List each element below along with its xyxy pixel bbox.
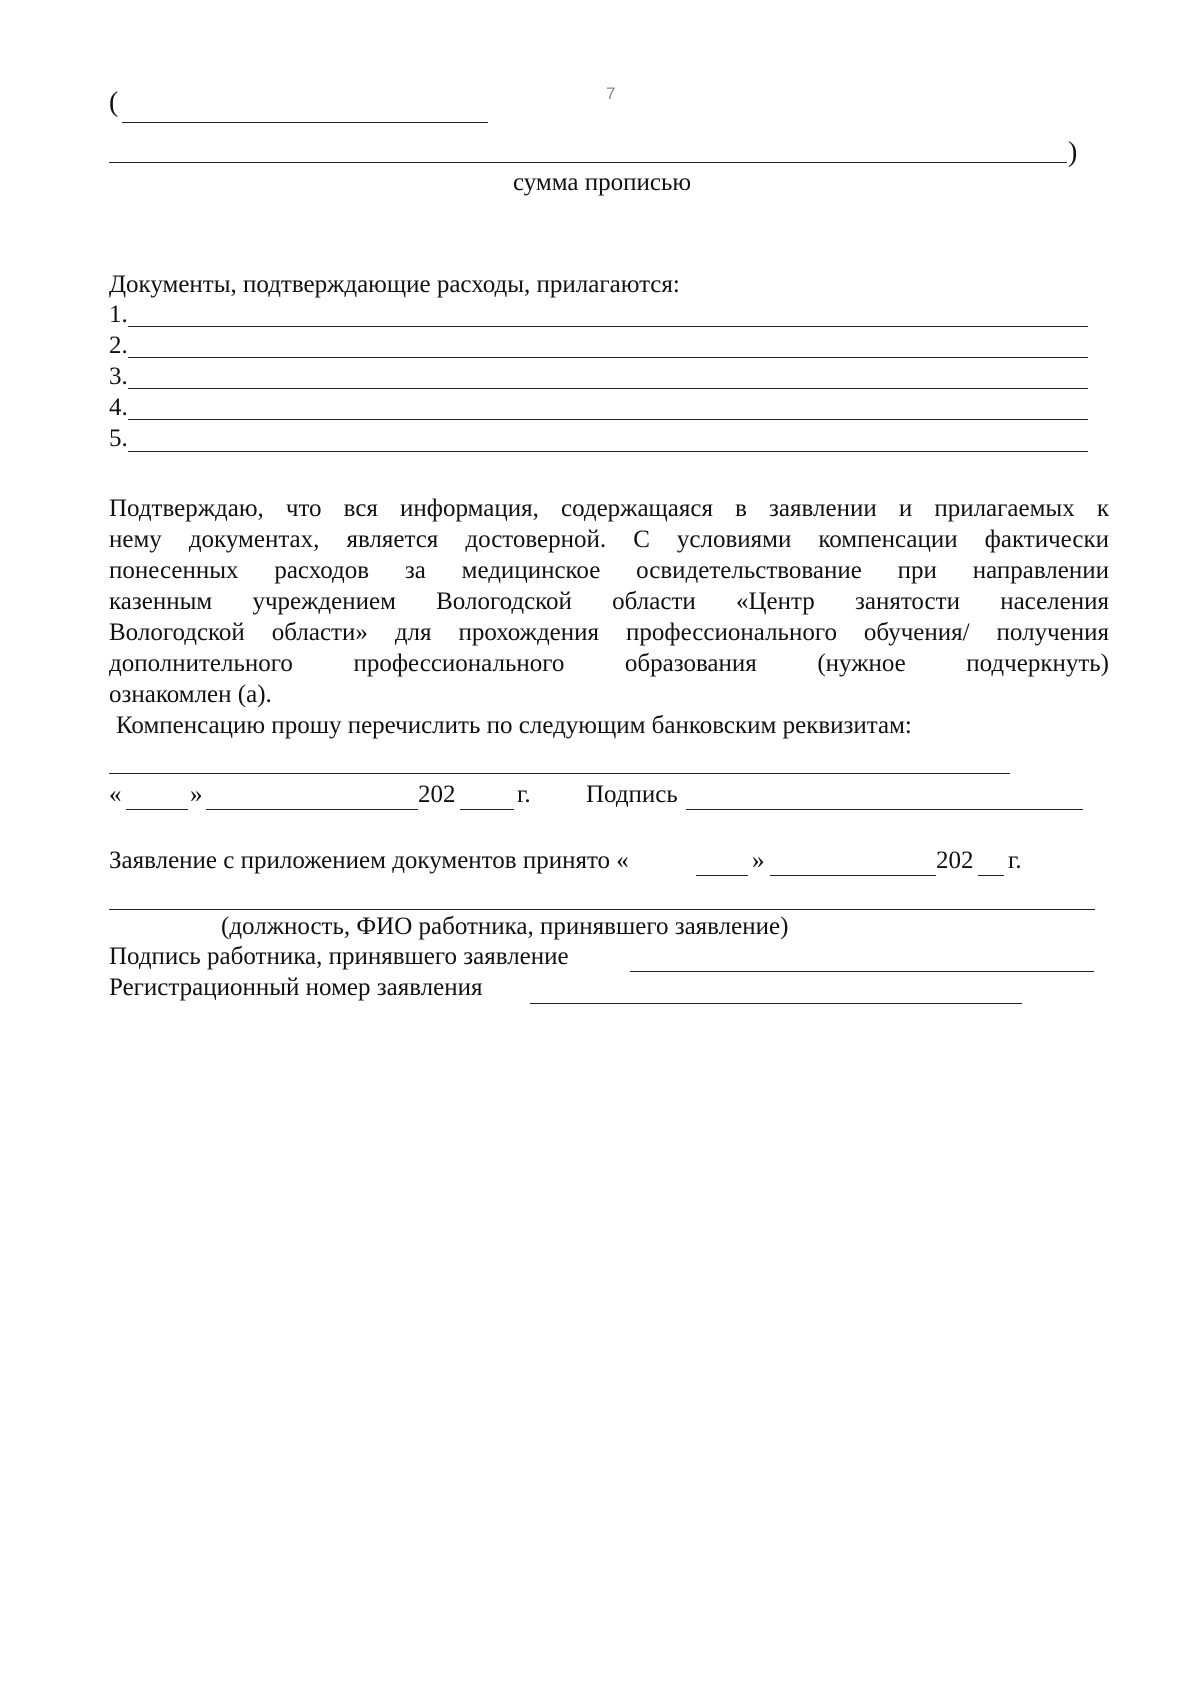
date-quote-close: » <box>190 781 203 808</box>
acceptance-quote-close: » <box>752 847 765 874</box>
bank-details-line <box>109 773 1010 774</box>
sum-line-2 <box>109 162 1067 163</box>
date-year: 202 <box>418 781 456 808</box>
acceptance-text: Заявление с приложением документов принято « <box>109 847 629 874</box>
document-item-line <box>128 388 1088 389</box>
employee-signature-line <box>630 971 1094 972</box>
acceptance-employee-line <box>109 909 1095 910</box>
date-day-line <box>126 809 188 810</box>
document-item-line <box>128 326 1088 327</box>
bank-details-request: Компенсацию прошу перечислить по следующим банковским реквизитам: <box>116 712 912 739</box>
sum-close-paren: ) <box>1068 137 1078 168</box>
acceptance-day-line <box>696 875 748 876</box>
employee-signature-label: Подпись работника, принявшего заявление <box>109 943 569 970</box>
date-year-suffix: г. <box>517 781 531 808</box>
confirmation-line: понесенных расходов за медицинское освидетельствование при направлении <box>109 557 1109 584</box>
signature-line <box>686 809 1083 810</box>
acceptance-month-line <box>770 875 936 876</box>
sum-caption: сумма прописью <box>513 169 692 196</box>
confirmation-line: казенным учреждением Вологодской области «Центр занятости населения <box>109 588 1109 615</box>
signature-label: Подпись <box>586 781 678 808</box>
document-item-number: 3. <box>109 363 128 390</box>
date-quote-open: « <box>109 781 122 808</box>
sum-open-paren: ( <box>109 87 119 118</box>
confirmation-line: Подтверждаю, что вся информация, содержащаяся в заявлении и прилагаемых к <box>109 495 1109 522</box>
sum-line-1 <box>122 122 488 123</box>
registration-number-label: Регистрационный номер заявления <box>109 974 483 1001</box>
registration-number-line <box>530 1003 1022 1004</box>
acceptance-year-suffix: г. <box>1008 847 1022 874</box>
page-number: 7 <box>606 84 616 103</box>
acceptance-employee-caption: (должность, ФИО работника, принявшего заявление) <box>221 913 789 940</box>
confirmation-line: Вологодской области» для прохождения профессионального обучения/ получения <box>109 619 1109 646</box>
document-item-number: 5. <box>109 425 128 452</box>
confirmation-line: дополнительного профессионального образования (нужное подчеркнуть) <box>109 650 1109 677</box>
document-item-number: 1. <box>109 301 128 328</box>
acceptance-year-line <box>978 875 1004 876</box>
date-year-line <box>460 809 514 810</box>
documents-heading: Документы, подтверждающие расходы, прилагаются: <box>109 271 680 298</box>
confirmation-line: нему документах, является достоверной. С условиями компенсации фактически <box>109 526 1109 553</box>
date-month-line <box>206 809 418 810</box>
acceptance-year: 202 <box>936 847 974 874</box>
document-item-line <box>128 357 1088 358</box>
confirmation-line: ознакомлен (а). <box>109 681 272 708</box>
document-item-number: 4. <box>109 394 128 421</box>
document-item-line <box>128 419 1088 420</box>
document-item-number: 2. <box>109 332 128 359</box>
document-item-line <box>128 451 1088 452</box>
